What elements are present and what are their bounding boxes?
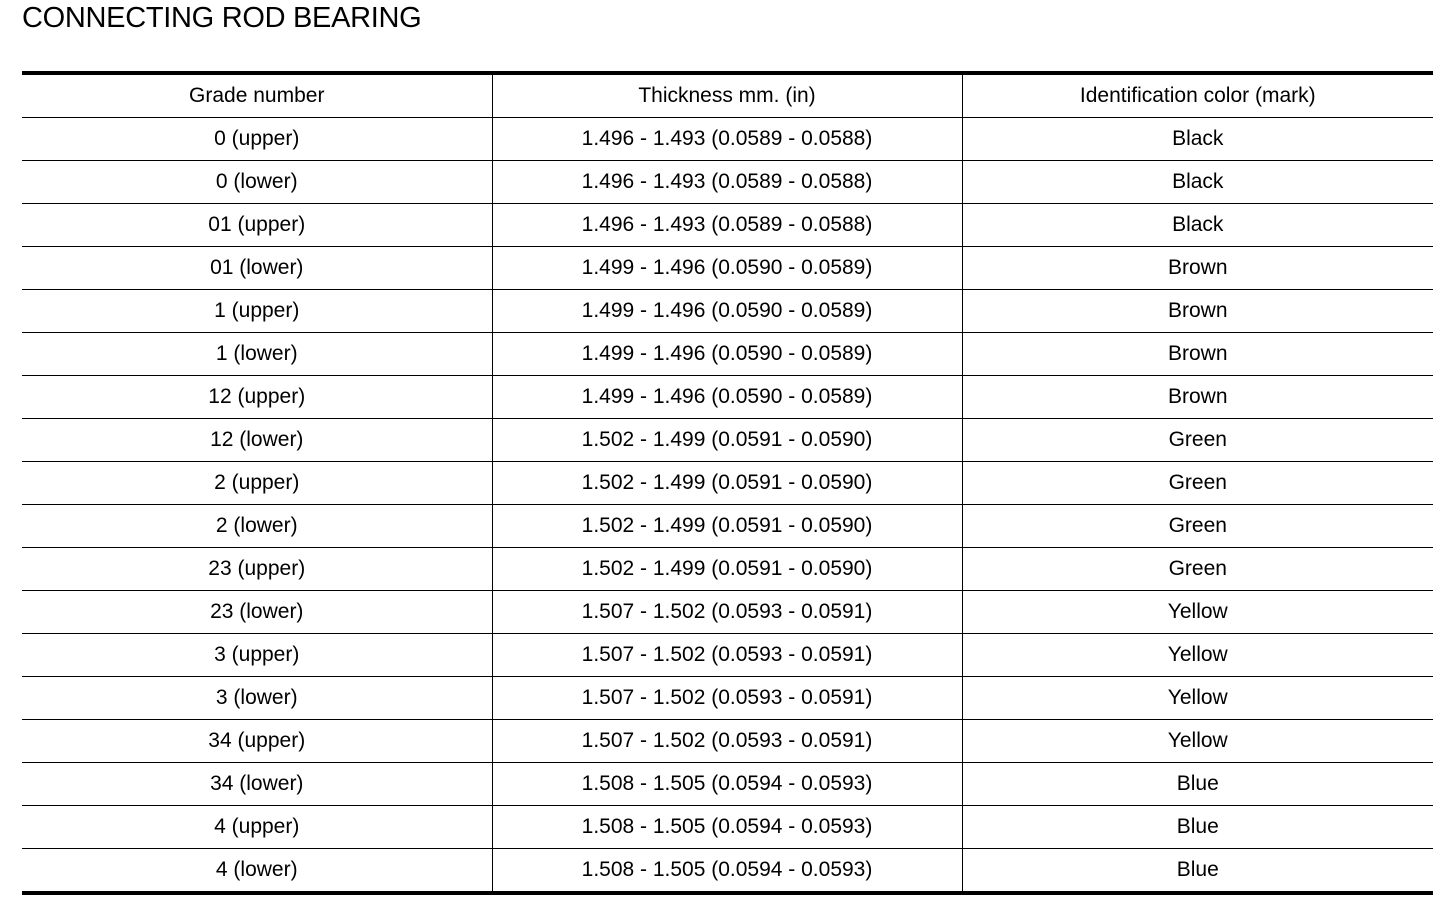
identification-color-cell: Green: [962, 505, 1433, 548]
thickness-cell: 1.496 - 1.493 (0.0589 - 0.0588): [492, 204, 962, 247]
identification-color-cell: Green: [962, 419, 1433, 462]
identification-color-cell: Black: [962, 204, 1433, 247]
table-row: [22, 548, 1433, 591]
thickness-cell: 1.507 - 1.502 (0.0593 - 0.0591): [492, 720, 962, 763]
identification-color-cell: Yellow: [962, 591, 1433, 634]
header-grade-number: Grade number: [22, 73, 492, 118]
identification-color-cell: Green: [962, 462, 1433, 505]
grade-number-cell: 2 (upper): [22, 462, 492, 505]
grade-number-cell: 23 (lower): [22, 591, 492, 634]
grade-number-cell: 4 (lower): [215, 858, 298, 881]
thickness-cell: 1.502 - 1.499 (0.0591 - 0.0590): [492, 548, 962, 591]
thickness-cell: 1.507 - 1.502 (0.0593 - 0.0591): [492, 634, 962, 677]
table-row: [22, 634, 1433, 677]
table-row: [22, 419, 1433, 462]
thickness-cell: 1.507 - 1.502 (0.0593 - 0.0591): [492, 677, 962, 720]
identification-color-cell: Black: [962, 118, 1433, 161]
thickness-cell: 1.507 - 1.502 (0.0593 - 0.0591): [492, 591, 962, 634]
identification-color-cell: Yellow: [962, 677, 1433, 720]
thickness-cell: 1.502 - 1.499 (0.0591 - 0.0590): [492, 462, 962, 505]
grade-number-cell: 12 (upper): [22, 376, 492, 419]
thickness-cell: 1.496 - 1.493 (0.0589 - 0.0588): [492, 118, 962, 161]
grade-number-cell: 0 (upper): [22, 118, 492, 161]
grade-number-cell: 1 (lower): [22, 333, 492, 376]
bearing-grade-table: [22, 71, 1433, 895]
identification-color-cell: Blue: [962, 806, 1433, 849]
identification-color-cell: Black: [962, 161, 1433, 204]
table-row: [22, 290, 1433, 333]
table-row: [22, 247, 1433, 290]
grade-number-cell: 34 (upper): [22, 720, 492, 763]
grade-number-cell: 3 (upper): [22, 634, 492, 677]
identification-color-cell: Green: [962, 548, 1433, 591]
page-title: CONNECTING ROD BEARING: [22, 2, 422, 34]
thickness-cell: 1.499 - 1.496 (0.0590 - 0.0589): [492, 376, 962, 419]
table-row: [22, 763, 1433, 806]
table-row: [22, 333, 1433, 376]
identification-color-cell: Blue: [962, 763, 1433, 806]
grade-number-cell: 1 (upper): [22, 290, 492, 333]
table-row: [22, 720, 1433, 763]
grade-number-cell: 12 (lower): [22, 419, 492, 462]
grade-number-cell: 34 (lower): [22, 763, 492, 806]
grade-number-cell: 4 (upper): [22, 806, 492, 849]
identification-color-cell: Brown: [962, 333, 1433, 376]
table-row: [22, 118, 1433, 161]
header-identification-color: Identification color (mark): [962, 73, 1433, 118]
thickness-cell: 1.508 - 1.505 (0.0594 - 0.0593): [492, 849, 962, 894]
identification-color-cell: Brown: [962, 247, 1433, 290]
identification-color-cell: Brown: [962, 376, 1433, 419]
table-row: [22, 462, 1433, 505]
header-thickness: Thickness mm. (in): [492, 73, 962, 118]
identification-color-cell: Blue: [962, 849, 1433, 894]
table-row: [22, 376, 1433, 419]
thickness-cell: 1.502 - 1.499 (0.0591 - 0.0590): [492, 505, 962, 548]
table-row: [22, 505, 1433, 548]
table-row: [22, 591, 1433, 634]
thickness-cell: 1.496 - 1.493 (0.0589 - 0.0588): [492, 161, 962, 204]
thickness-cell: 1.508 - 1.505 (0.0594 - 0.0593): [492, 763, 962, 806]
grade-number-cell: 01 (lower): [22, 247, 492, 290]
table-row: [22, 161, 1433, 204]
thickness-cell: 1.502 - 1.499 (0.0591 - 0.0590): [492, 419, 962, 462]
table-header-row: [22, 73, 1433, 118]
grade-number-cell: 0 (lower): [22, 161, 492, 204]
grade-number-cell: 23 (upper): [22, 548, 492, 591]
grade-number-cell: 3 (lower): [22, 677, 492, 720]
grade-number-cell: 2 (lower): [22, 505, 492, 548]
thickness-cell: 1.499 - 1.496 (0.0590 - 0.0589): [492, 290, 962, 333]
thickness-cell: 1.499 - 1.496 (0.0590 - 0.0589): [492, 333, 962, 376]
thickness-cell: 1.499 - 1.496 (0.0590 - 0.0589): [492, 247, 962, 290]
table-row: [22, 806, 1433, 849]
table-row: [22, 677, 1433, 720]
thickness-cell: 1.508 - 1.505 (0.0594 - 0.0593): [492, 806, 962, 849]
identification-color-cell: Brown: [962, 290, 1433, 333]
identification-color-cell: Yellow: [962, 634, 1433, 677]
table-row: [22, 204, 1433, 247]
identification-color-cell: Yellow: [962, 720, 1433, 763]
table-body: [22, 118, 1433, 894]
table-row: [22, 849, 1433, 894]
grade-number-cell: 01 (upper): [22, 204, 492, 247]
